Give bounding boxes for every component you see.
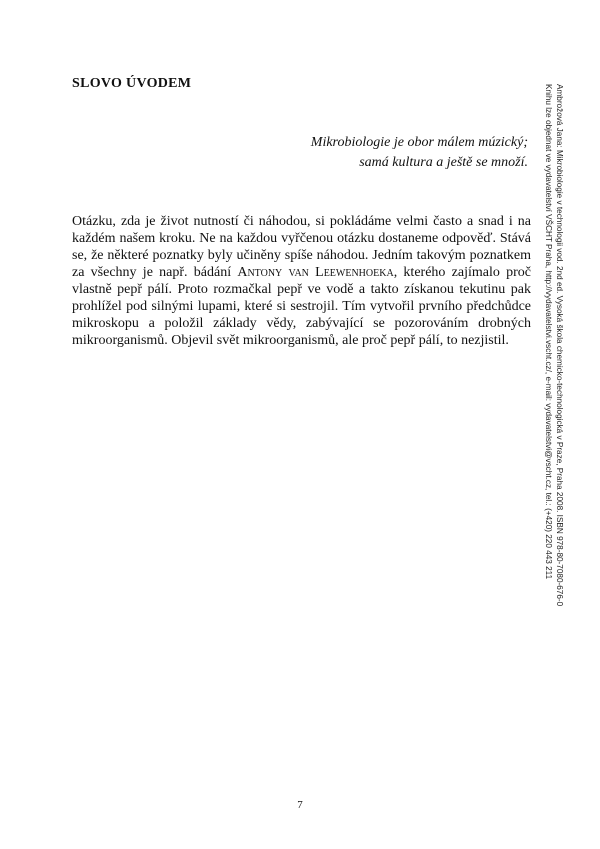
paragraph-text-end: , kterého zajímalo proč vlastně pepř pálí. Proto rozmačkal pepř ve vodě a takto získanou tekutinu pak prohlížel pod silnými lupami, které si sestrojil. Tím vytvořil prvního předchůdce mikroskopu a položil základy vědy, zabývající se pozorováním drobných mikroorganismů. Objevil svět mikroorganismů, ale proč pepř pálí, to nezjistil. xyxy=(72,265,531,348)
page-number: 7 xyxy=(297,799,303,811)
epigraph-line-2: samá kultura a ještě se množí. xyxy=(359,155,528,170)
side-citation-note xyxy=(543,84,565,607)
epigraph-line-1: Mikrobiologie je obor málem múzický; xyxy=(310,135,528,150)
person-name: Antony van Leewenhoeka xyxy=(237,265,394,280)
citation-line-1: Ambrožová Jana: Mikrobiologie v technologii vod. 2nd ed. Vysoká škola chemicko-technologická v Praze, Praha 2008. ISBN 978-80-7080-676-0 xyxy=(555,84,564,607)
epigraph xyxy=(228,133,528,173)
paragraph-text-start: Otázku, zda je život nutností či náhodou, si pokládáme velmi často a snad i na každém našem kroku. Ne na každou vyřčenou otázku dostaneme odpověď. Stává se, že některé poznatky byly učiněny spíše náhodou. Jedním takovým poznatkem za všechny je např. bádání xyxy=(72,214,531,280)
citation-line-2: Knihu lze objednat ve vydavatelství VŠCHT Praha, http://vydavatelstvi.vscht.cz/, e-mail: vydavatelstvi@vscht.cz, tel.: (+420) 220 443 211 xyxy=(544,84,553,580)
section-heading: SLOVO ÚVODEM xyxy=(72,76,192,91)
body-paragraph xyxy=(72,213,531,349)
